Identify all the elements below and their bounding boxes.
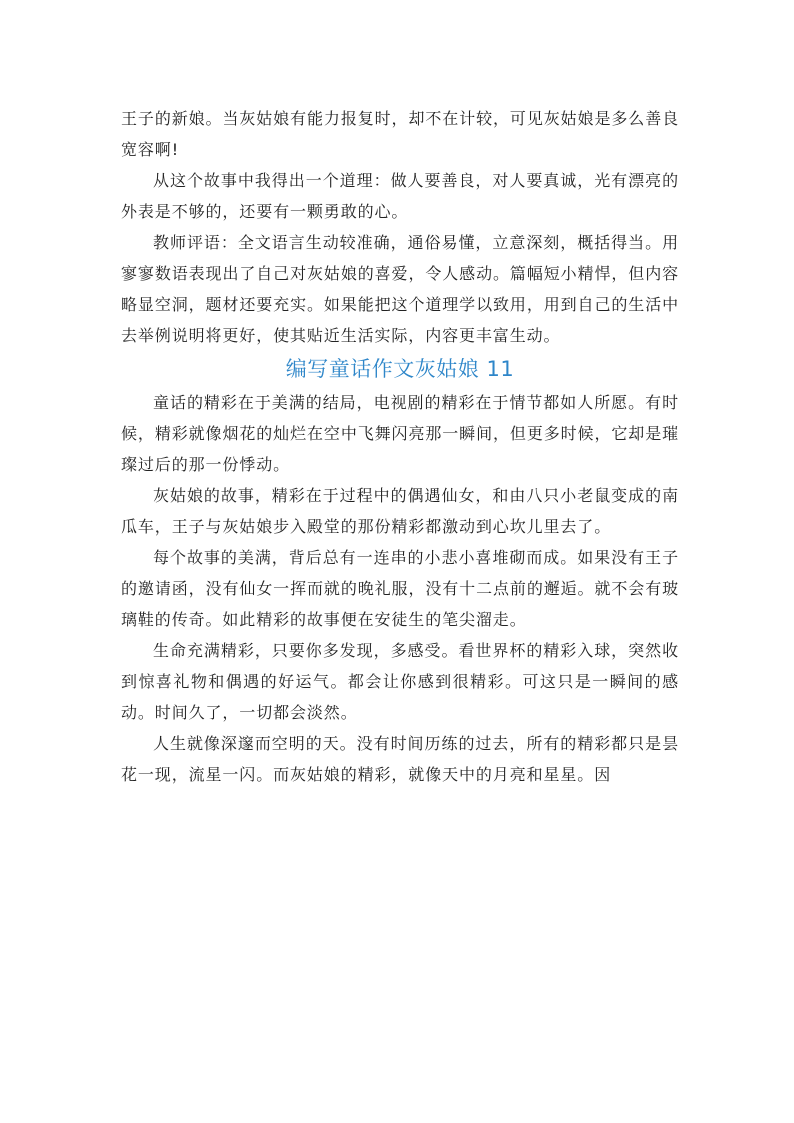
section-heading: 编写童话作文灰姑娘 11: [285, 357, 515, 381]
paragraph-continuation: 王子的新娘。当灰姑娘有能力报复时，却不在计较，可见灰姑娘是多么善良宽容啊!: [121, 109, 679, 159]
document-body: [121, 103, 679, 790]
paragraph-life-sky: 人生就像深邃而空明的天。没有时间历练的过去，所有的精彩都只是昙花一现，流星一闪。而灰姑娘的精彩，就像天中的月亮和星星。因: [121, 734, 679, 784]
paragraph-fairy-tale-wonder: 童话的精彩在于美满的结局，电视剧的精彩在于情节都如人所愿。有时候，精彩就像烟花的灿烂在空中飞舞闪亮那一瞬间，但更多时候，它却是璀璨过后的那一份悸动。: [121, 393, 679, 474]
paragraph-teacher-comment: 教师评语：全文语言生动较准确，通俗易懂，立意深刻，概括得当。用寥寥数语表现出了自己对灰姑娘的喜爱，令人感动。篇幅短小精悍，但内容略显空洞，题材还要充实。如果能把这个道理学以致用，用到自己的生活中去举例说明将更好，使其贴近生活实际，内容更丰富生动。: [121, 233, 679, 345]
paragraph-story-happiness: 每个故事的美满，背后总有一连串的小悲小喜堆砌而成。如果没有王子的邀请函，没有仙女一挥而就的晚礼服，没有十二点前的邂逅。就不会有玻璃鞋的传奇。如此精彩的故事便在安徒生的笔尖溜走。: [121, 548, 679, 629]
paragraph-life-wonder: 生命充满精彩，只要你多发现，多感受。看世界杯的精彩入球，突然收到惊喜礼物和偶遇的好运气。都会让你感到很精彩。可这只是一瞬间的感动。时间久了，一切都会淡然。: [121, 641, 679, 722]
paragraph-lesson: 从这个故事中我得出一个道理：做人要善良，对人要真诚，光有漂亮的外表是不够的，还要有一颗勇敢的心。: [121, 171, 679, 221]
paragraph-cinderella-story: 灰姑娘的故事，精彩在于过程中的偶遇仙女，和由八只小老鼠变成的南瓜车，王子与灰姑娘步入殿堂的那份精彩都激动到心坎儿里去了。: [121, 486, 679, 536]
